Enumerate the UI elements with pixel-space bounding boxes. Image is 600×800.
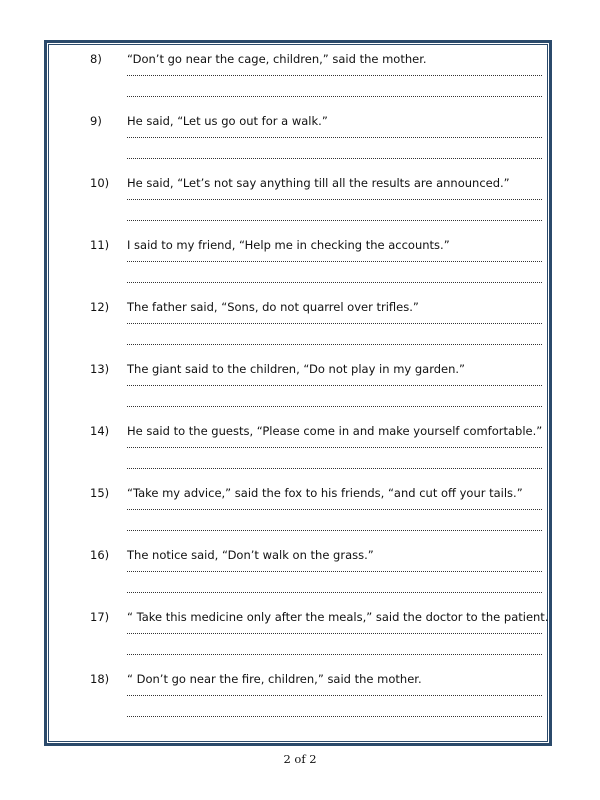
question-text: He said, “Let us go out for a walk.” [127,114,328,128]
question-text: He said to the guests, “Please come in and make yourself comfortable.” [127,424,543,438]
question-item [0,52,600,114]
answer-line[interactable] [127,530,542,532]
question-number: 10) [90,176,110,190]
answer-line[interactable] [127,447,542,449]
question-number: 14) [90,424,110,438]
question-item [0,672,600,734]
question-number: 16) [90,548,110,562]
question-text: The giant said to the children, “Do not play in my garden.” [127,362,466,376]
question-number: 18) [90,672,110,686]
question-text: “ Take this medicine only after the meals,” said the doctor to the patient. [127,610,549,624]
question-item [0,610,600,672]
answer-line[interactable] [127,385,542,387]
question-number: 13) [90,362,110,376]
question-number: 17) [90,610,110,624]
answer-line[interactable] [127,158,542,160]
question-item [0,424,600,486]
answer-line[interactable] [127,406,542,408]
answer-line[interactable] [127,633,542,635]
answer-line[interactable] [127,220,542,222]
answer-line[interactable] [127,137,542,139]
page-number: 2 of 2 [283,752,317,766]
question-item [0,362,600,424]
question-text: He said, “Let’s not say anything till all the results are announced.” [127,176,510,190]
answer-line[interactable] [127,96,542,98]
question-item [0,548,600,610]
question-item [0,176,600,238]
question-number: 11) [90,238,110,252]
question-number: 15) [90,486,110,500]
answer-line[interactable] [127,509,542,511]
answer-line[interactable] [127,571,542,573]
answer-line[interactable] [127,199,542,201]
question-text: “Don’t go near the cage, children,” said the mother. [127,52,427,66]
question-number: 9) [90,114,102,128]
answer-line[interactable] [127,695,542,697]
answer-line[interactable] [127,75,542,77]
question-number: 12) [90,300,110,314]
answer-line[interactable] [127,654,542,656]
answer-line[interactable] [127,261,542,263]
question-item [0,486,600,548]
question-item [0,300,600,362]
question-text: The father said, “Sons, do not quarrel over trifles.” [127,300,419,314]
answer-line[interactable] [127,282,542,284]
question-item [0,238,600,300]
answer-line[interactable] [127,592,542,594]
question-number: 8) [90,52,102,66]
question-text: “ Don’t go near the fire, children,” said the mother. [127,672,422,686]
question-text: “Take my advice,” said the fox to his friends, “and cut off your tails.” [127,486,523,500]
answer-line[interactable] [127,323,542,325]
answer-line[interactable] [127,344,542,346]
question-item [0,114,600,176]
answer-line[interactable] [127,716,542,718]
question-text: The notice said, “Don’t walk on the grass.” [127,548,374,562]
answer-line[interactable] [127,468,542,470]
question-text: I said to my friend, “Help me in checking the accounts.” [127,238,450,252]
